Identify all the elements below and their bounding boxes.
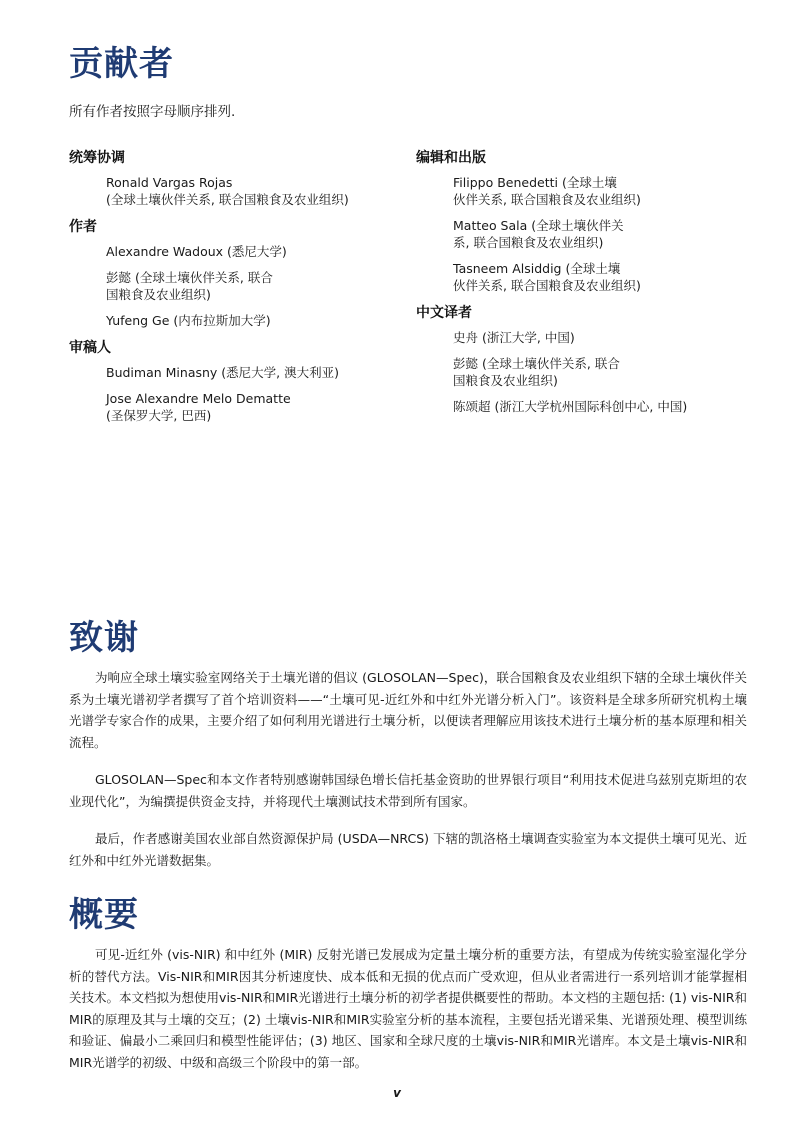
summary-paragraph: 可见-近红外 (vis-NIR) 和中红外 (MIR) 反射光谱已发展成为定量土壤分析的重要方法，有望成为传统实验室湿化学分析的替代方法。Vis-NIR和MIR因其分析速度快、成本低和无损的优点而广受欢迎，但从业者需进行一系列培训才能掌握相关技术。本文档拟为想使用vis-NIR和MIR光谱进行土壤分析的初学者提供概要性的帮助。本文档的主题包括: (1) vis-NIR和MIR的原理及其与土壤的交互；(2) 土壤vis-NIR和MIR实验室分析的基本流程，主要包括光谱采集、光谱预处理、模型训练和验证、偏最小二乘回归和模型性能评估；(3) 地区、国家和全球尺度的土壤vis-NIR和MIR光谱库。本文是土壤vis-NIR和MIR光谱学的初级、中级和高级三个阶段中的第一部。 <box>69 947 747 1070</box>
section-heading: 编辑和出版 <box>416 150 486 166</box>
contributor-affiliation: 国粮食及农业组织) <box>106 287 211 302</box>
contributor-affiliation: (全球土壤伙伴关系, 联合 <box>478 356 620 371</box>
contributor-entry <box>453 329 746 346</box>
contributor-affiliation: (圣保罗大学, 巴西) <box>106 408 212 423</box>
contributor-group <box>69 148 399 208</box>
contributor-affiliation: (浙江大学杭州国际科创中心, 中国) <box>490 399 688 414</box>
contributor-affiliation: (全球土壤伙伴关系, 联合国粮食及农业组织) <box>106 192 349 207</box>
contributor-affiliation: 国粮食及农业组织) <box>453 373 558 388</box>
contributor-name: Jose Alexandre Melo Dematte <box>106 391 291 406</box>
acknowledgements-paragraph-3: 最后，作者感谢美国农业部自然资源保护局 (USDA—NRCS) 下辖的凯洛格土壤调查实验室为本文提供土壤可见光、近红外和中红外光谱数据集。 <box>69 831 747 868</box>
contributor-affiliation: (浙江大学, 中国) <box>478 330 575 345</box>
contributor-entry <box>106 243 399 260</box>
contributor-affiliation: 伙伴关系, 联合国粮食及农业组织) <box>453 192 641 207</box>
contributors-left-column <box>69 148 399 433</box>
contributor-entry <box>453 260 746 294</box>
contributor-name: Filippo Benedetti <box>453 175 558 190</box>
contributor-entry <box>453 174 746 208</box>
contributor-group <box>416 303 746 415</box>
contributors-intro: 所有作者按照字母顺序排列. <box>69 104 236 120</box>
contributor-affiliation: 伙伴关系, 联合国粮食及农业组织) <box>453 278 641 293</box>
contributor-affiliation: (全球土壤 <box>557 175 617 190</box>
contributors-title: 贡献者 <box>69 44 174 84</box>
contributor-entry <box>106 269 399 303</box>
contributor-entry <box>106 174 399 208</box>
contributor-affiliation: (全球土壤 <box>561 261 621 276</box>
contributor-affiliation: (悉尼大学, 澳大利亚) <box>217 365 339 380</box>
contributor-entry <box>106 390 399 424</box>
section-heading: 中文译者 <box>416 305 472 321</box>
contributor-entry <box>453 398 746 415</box>
contributor-affiliation: 系, 联合国粮食及农业组织) <box>453 235 604 250</box>
section-heading: 审稿人 <box>69 340 111 356</box>
contributor-name: 史舟 <box>453 330 479 345</box>
contributor-affiliation: (内布拉斯加大学) <box>169 313 271 328</box>
section-heading: 作者 <box>69 219 97 235</box>
contributor-name: Budiman Minasny <box>106 365 218 380</box>
contributor-entry <box>106 364 399 381</box>
contributor-name: Matteo Sala <box>453 218 528 233</box>
summary-title: 概要 <box>69 895 139 935</box>
contributor-group <box>69 217 399 329</box>
contributor-name: Yufeng Ge <box>106 313 170 328</box>
contributor-name: Ronald Vargas Rojas <box>106 175 233 190</box>
acknowledgements-paragraph-2: GLOSOLAN—Spec和本文作者特别感谢韩国绿色增长信托基金资助的世界银行项目“利用技术促进乌兹别克斯坦的农业现代化”，为编撰提供资金支持，并将现代土壤测试技术带到所有国家。 <box>69 772 747 809</box>
contributor-group <box>69 338 399 424</box>
contributor-name: 彭懿 <box>453 356 479 371</box>
page-number: v <box>393 1086 401 1100</box>
contributor-group <box>416 148 746 294</box>
contributor-entry <box>106 312 399 329</box>
section-heading: 统筹协调 <box>69 150 125 166</box>
contributor-affiliation: (全球土壤伙伴关 <box>527 218 624 233</box>
contributor-affiliation: (悉尼大学) <box>223 244 287 259</box>
contributors-right-column <box>416 148 746 424</box>
contributor-name: 陈颂超 <box>453 399 491 414</box>
contributor-entry <box>453 355 746 389</box>
contributor-name: Alexandre Wadoux <box>106 244 224 259</box>
contributor-name: Tasneem Alsiddig <box>453 261 562 276</box>
contributor-affiliation: (全球土壤伙伴关系, 联合 <box>131 270 273 285</box>
contributor-entry <box>453 217 746 251</box>
acknowledgements-paragraph-1: 为响应全球土壤实验室网络关于土壤光谱的倡议 (GLOSOLAN—Spec)，联合国粮食及农业组织下辖的全球土壤伙伴关系为土壤光谱初学者撰写了首个培训资料——“土壤可见-近红外和中红外光谱分析入门”。该资料是全球多所研究机构土壤光谱学专家合作的成果，主要介绍了如何利用光谱进行土壤分析，以便读者理解应用该技术进行土壤分析的基本原理和相关流程。 <box>69 670 747 750</box>
contributor-name: 彭懿 <box>106 270 132 285</box>
acknowledgements-title: 致谢 <box>69 618 139 658</box>
